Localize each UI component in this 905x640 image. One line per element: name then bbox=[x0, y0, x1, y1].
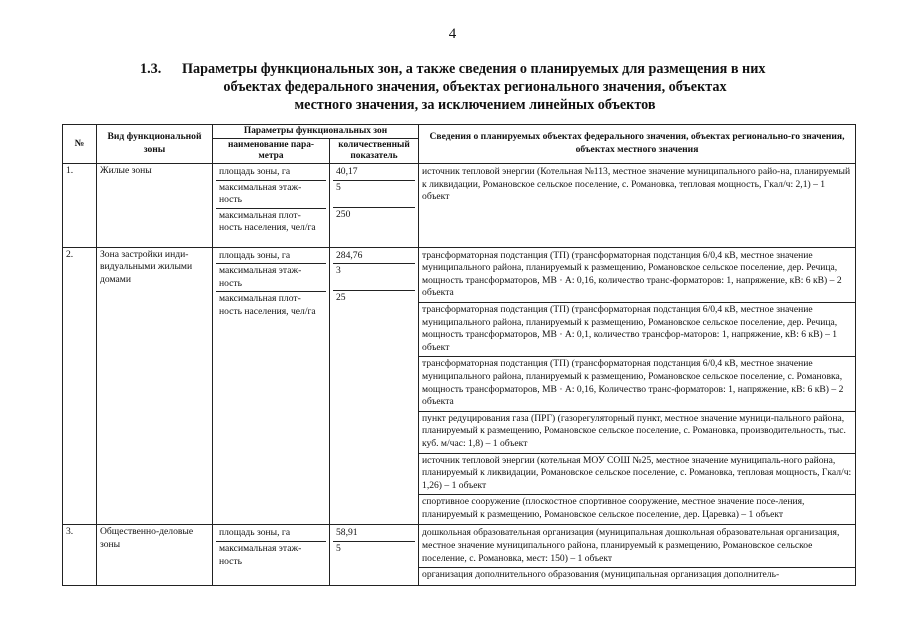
header-zone-type: Вид функциональной зоны bbox=[97, 125, 213, 164]
row-objects bbox=[419, 164, 856, 248]
row-num: 3. bbox=[63, 525, 97, 585]
row-objects bbox=[419, 525, 856, 585]
param-names bbox=[213, 525, 330, 585]
object-entry: источник тепловой энергии (Котельная №113, местное значение муниципального райо-на, планируемый к ликвидации, Романовское сельское поселение, с. Романовка, тепловая мощность, Гкал/ч: 2,1) – 1 объект bbox=[422, 166, 851, 203]
table-row bbox=[63, 247, 856, 525]
param-values bbox=[330, 164, 419, 248]
param-name: максимальная этаж-ность bbox=[216, 264, 326, 292]
param-value: 40,17 bbox=[333, 165, 415, 181]
header-params-group: Параметры функциональных зон bbox=[213, 125, 419, 139]
param-value: 5 bbox=[336, 543, 341, 555]
section-number: 1.3. bbox=[140, 61, 162, 77]
param-names bbox=[213, 164, 330, 248]
param-values bbox=[330, 525, 419, 585]
param-value: 5 bbox=[333, 181, 415, 208]
zones-parameters-table bbox=[62, 124, 856, 586]
object-entry: пункт редуцирования газа (ПРГ) (газорегуляторный пункт, местное значение муници-пального района, планируемый к размещению, Романовское сельское поселение, с. Романовка, производительность, тыс. куб. м/час: 1,8) – 1 объект bbox=[419, 412, 855, 454]
object-entry: дошкольная образовательная организация (муниципальная дошкольная образовательная организация, местное значение муниципального района, планируемый к размещению, Романовское сельское поселение, с. Романовка, мест: 150) – 1 объект bbox=[419, 526, 855, 568]
param-name: максимальная плот-ность населения, чел/га bbox=[219, 209, 316, 234]
section-title-line-1: Параметры функциональных зон, а также сведения о планируемых для размещения в них bbox=[182, 61, 766, 77]
param-name: максимальная этаж-ность bbox=[216, 181, 326, 209]
param-values bbox=[330, 247, 419, 525]
row-zone: Общественно-деловые зоны bbox=[97, 525, 213, 585]
header-param-value: количественный показатель bbox=[330, 139, 419, 164]
row-num: 2. bbox=[63, 247, 97, 525]
object-entry: источник тепловой энергии (котельная МОУ СОШ №25, местное значение муниципаль-ного района, планируемый к ликвидации, Романовское сельское поселение, с. Романовка, тепловая мощность, Гкал/ч: 1,26) – 1 объект bbox=[419, 454, 855, 496]
row-zone: Жилые зоны bbox=[97, 164, 213, 248]
param-value: 25 bbox=[336, 292, 346, 304]
object-entry: организация дополнительного образования (муниципальная организация дополнитель- bbox=[422, 569, 780, 581]
section-title-line-2: объектах федерального значения, объектах регионального значения, объектах bbox=[223, 79, 727, 95]
param-name: максимальная этаж-ность bbox=[219, 543, 302, 567]
object-entry: трансформаторная подстанция (ТП) (трансформаторная подстанция 6/0,4 кВ, местное значение муниципального района, планируемый к размещению, Романовское сельское поселение, дер. Речица, мощность трансформаторов, МВ · А: 0,1, количество трансфор-маторов: 1, напряжение, кВ: 6 кВ) – 1 объект bbox=[419, 303, 855, 357]
param-value: 284,76 bbox=[333, 249, 415, 265]
param-name: площадь зоны, га bbox=[216, 526, 326, 542]
header-num: № bbox=[63, 125, 97, 164]
object-entry: трансформаторная подстанция (ТП) (трансформаторная подстанция 6/0,4 кВ, местное значение муниципального района, планируемый к размещению, Романовское сельское поселение, дер. Речица, мощность трансформаторов, МВ · А: 0,16, количество транс-форматоров: 1, напряжение, кВ: 6 кВ) – 2 объекта bbox=[419, 249, 855, 303]
header-param-name: наименование пара-метра bbox=[213, 139, 330, 164]
param-name: площадь зоны, га bbox=[216, 165, 326, 181]
page-number: 4 bbox=[448, 26, 457, 42]
table-row bbox=[63, 525, 856, 585]
param-name: максимальная плот-ность населения, чел/га bbox=[219, 293, 316, 317]
row-objects bbox=[419, 247, 856, 525]
row-num: 1. bbox=[63, 164, 97, 248]
section-title-line-3: местного значения, за исключением линейных объектов bbox=[294, 97, 656, 113]
object-entry: трансформаторная подстанция (ТП) (трансформаторная подстанция 6/0,4 кВ, местное значение муниципального района, планируемый к размещению, Романовское сельское поселение, с. Романовка, мощность трансформаторов, МВ · А: 0,16, Количество транс-форматоров: 1, напряжение, кВ: 6 кВ) – 2 объекта bbox=[419, 357, 855, 411]
param-value: 58,91 bbox=[333, 526, 415, 542]
header-objects: Сведения о планируемых объектах федерального значения, объектах регионально-го значения, объектах местного значения bbox=[419, 125, 856, 164]
param-value: 250 bbox=[336, 208, 351, 220]
section-title bbox=[140, 60, 810, 114]
table-row bbox=[63, 164, 856, 248]
param-value: 3 bbox=[333, 264, 415, 291]
param-name: площадь зоны, га bbox=[216, 249, 326, 265]
row-zone: Зона застройки инди-видуальными жилыми домами bbox=[97, 247, 213, 525]
param-names bbox=[213, 247, 330, 525]
object-entry: спортивное сооружение (плоскостное спортивное сооружение, местное значение посе-ления, планируемый к размещению, Романовское сельское поселение, дер. Царевка) – 1 объект bbox=[422, 496, 805, 520]
